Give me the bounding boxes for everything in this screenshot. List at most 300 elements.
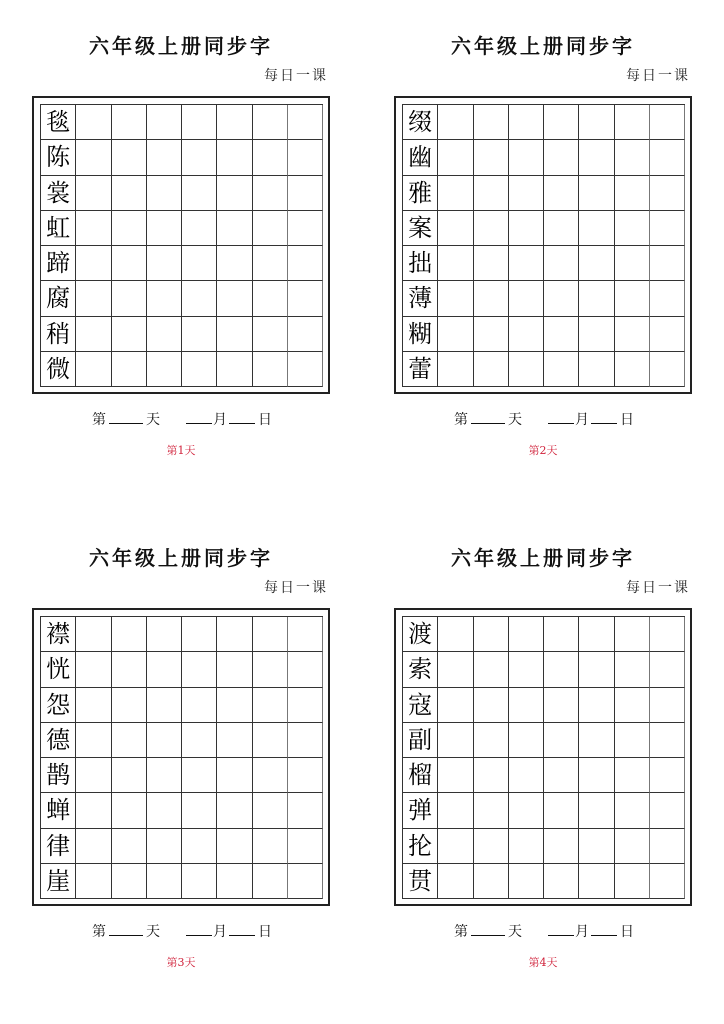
writing-cell[interactable] xyxy=(112,352,147,387)
writing-cell[interactable] xyxy=(650,352,685,387)
model-character: 糊 xyxy=(403,317,438,352)
writing-cell[interactable] xyxy=(509,652,544,687)
practice-sheet-1 xyxy=(0,0,362,512)
writing-cell[interactable] xyxy=(650,864,685,899)
writing-cell[interactable] xyxy=(474,864,509,899)
writing-cell[interactable] xyxy=(509,829,544,864)
writing-cell[interactable] xyxy=(182,864,217,899)
writing-cell[interactable] xyxy=(217,105,252,140)
model-character: 襟 xyxy=(41,617,76,652)
practice-grid-frame xyxy=(32,608,330,906)
writing-cell[interactable] xyxy=(509,105,544,140)
writing-cell[interactable] xyxy=(544,723,579,758)
model-character: 虹 xyxy=(41,211,76,246)
date-day-label: 天 xyxy=(146,412,160,428)
writing-cell[interactable] xyxy=(76,723,111,758)
writing-cell[interactable] xyxy=(253,688,288,723)
date-prefix: 第 xyxy=(92,924,106,940)
writing-cell[interactable] xyxy=(147,105,182,140)
writing-cell[interactable] xyxy=(474,617,509,652)
day-number-blank[interactable] xyxy=(471,411,505,424)
writing-cell[interactable] xyxy=(112,652,147,687)
model-character: 雅 xyxy=(403,176,438,211)
writing-cell[interactable] xyxy=(288,652,323,687)
model-character: 副 xyxy=(403,723,438,758)
writing-cell[interactable] xyxy=(112,246,147,281)
writing-cell[interactable] xyxy=(76,246,111,281)
sheet-title: 六年级上册同步字 xyxy=(451,546,635,570)
writing-cell[interactable] xyxy=(112,105,147,140)
month-blank[interactable] xyxy=(548,923,574,936)
writing-cell[interactable] xyxy=(615,688,650,723)
writing-cell[interactable] xyxy=(217,864,252,899)
writing-cell[interactable] xyxy=(438,281,473,316)
writing-cell[interactable] xyxy=(253,105,288,140)
writing-cell[interactable] xyxy=(76,352,111,387)
writing-cell[interactable] xyxy=(650,246,685,281)
model-character: 案 xyxy=(403,211,438,246)
model-character: 崖 xyxy=(41,864,76,899)
writing-cell[interactable] xyxy=(182,317,217,352)
writing-cell[interactable] xyxy=(474,281,509,316)
sheet-subtitle: 每日一课 xyxy=(626,580,690,596)
date-ri-label: 日 xyxy=(258,412,272,428)
writing-cell[interactable] xyxy=(544,105,579,140)
writing-cell[interactable] xyxy=(76,105,111,140)
writing-cell[interactable] xyxy=(438,758,473,793)
writing-cell[interactable] xyxy=(112,723,147,758)
writing-cell[interactable] xyxy=(112,317,147,352)
writing-cell[interactable] xyxy=(438,652,473,687)
writing-cell[interactable] xyxy=(509,352,544,387)
writing-cell[interactable] xyxy=(288,281,323,316)
writing-cell[interactable] xyxy=(579,246,614,281)
date-prefix: 第 xyxy=(454,412,468,428)
writing-cell[interactable] xyxy=(217,652,252,687)
sheet-title: 六年级上册同步字 xyxy=(89,546,273,570)
writing-cell[interactable] xyxy=(217,723,252,758)
writing-cell[interactable] xyxy=(182,246,217,281)
writing-cell[interactable] xyxy=(182,793,217,828)
writing-cell[interactable] xyxy=(253,140,288,175)
writing-cell[interactable] xyxy=(544,176,579,211)
writing-cell[interactable] xyxy=(474,246,509,281)
writing-cell[interactable] xyxy=(650,140,685,175)
writing-cell[interactable] xyxy=(76,281,111,316)
writing-cell[interactable] xyxy=(147,652,182,687)
writing-cell[interactable] xyxy=(615,723,650,758)
date-line xyxy=(92,409,272,429)
writing-cell[interactable] xyxy=(615,652,650,687)
writing-cell[interactable] xyxy=(76,211,111,246)
writing-cell[interactable] xyxy=(650,211,685,246)
writing-cell[interactable] xyxy=(147,211,182,246)
date-prefix: 第 xyxy=(92,412,106,428)
writing-cell[interactable] xyxy=(217,246,252,281)
writing-cell[interactable] xyxy=(615,281,650,316)
writing-cell[interactable] xyxy=(579,211,614,246)
sheet-subtitle: 每日一课 xyxy=(264,580,328,596)
writing-cell[interactable] xyxy=(615,105,650,140)
writing-cell[interactable] xyxy=(474,688,509,723)
writing-cell[interactable] xyxy=(615,758,650,793)
writing-cell[interactable] xyxy=(509,140,544,175)
writing-cell[interactable] xyxy=(544,211,579,246)
writing-cell[interactable] xyxy=(579,617,614,652)
writing-cell[interactable] xyxy=(253,829,288,864)
writing-cell[interactable] xyxy=(112,211,147,246)
writing-cell[interactable] xyxy=(288,688,323,723)
writing-cell[interactable] xyxy=(615,864,650,899)
writing-cell[interactable] xyxy=(474,140,509,175)
writing-cell[interactable] xyxy=(182,176,217,211)
writing-cell[interactable] xyxy=(650,281,685,316)
writing-cell[interactable] xyxy=(112,793,147,828)
writing-cell[interactable] xyxy=(579,140,614,175)
writing-cell[interactable] xyxy=(288,864,323,899)
writing-cell[interactable] xyxy=(615,352,650,387)
writing-cell[interactable] xyxy=(253,176,288,211)
writing-cell[interactable] xyxy=(182,105,217,140)
writing-cell[interactable] xyxy=(438,211,473,246)
date-line xyxy=(454,409,634,429)
practice-sheet-4 xyxy=(362,512,724,1024)
writing-cell[interactable] xyxy=(474,176,509,211)
writing-cell[interactable] xyxy=(253,281,288,316)
day-label: 第2天 xyxy=(528,444,558,457)
model-character: 恍 xyxy=(41,652,76,687)
writing-cell[interactable] xyxy=(579,352,614,387)
writing-cell[interactable] xyxy=(474,793,509,828)
writing-cell[interactable] xyxy=(615,617,650,652)
day-number-blank[interactable] xyxy=(109,923,143,936)
writing-cell[interactable] xyxy=(579,281,614,316)
practice-grid-frame xyxy=(32,96,330,394)
date-prefix: 第 xyxy=(454,924,468,940)
writing-cell[interactable] xyxy=(650,793,685,828)
writing-cell[interactable] xyxy=(288,317,323,352)
writing-cell[interactable] xyxy=(147,688,182,723)
writing-cell[interactable] xyxy=(76,829,111,864)
day-label: 第1天 xyxy=(166,444,196,457)
writing-cell[interactable] xyxy=(544,688,579,723)
writing-cell[interactable] xyxy=(474,758,509,793)
writing-cell[interactable] xyxy=(650,723,685,758)
writing-cell[interactable] xyxy=(438,352,473,387)
writing-cell[interactable] xyxy=(650,758,685,793)
writing-cell[interactable] xyxy=(76,652,111,687)
writing-cell[interactable] xyxy=(217,211,252,246)
writing-cell[interactable] xyxy=(650,317,685,352)
writing-cell[interactable] xyxy=(253,352,288,387)
writing-cell[interactable] xyxy=(544,617,579,652)
writing-cell[interactable] xyxy=(509,793,544,828)
writing-cell[interactable] xyxy=(112,864,147,899)
writing-cell[interactable] xyxy=(288,793,323,828)
writing-cell[interactable] xyxy=(147,864,182,899)
date-ri-label: 日 xyxy=(620,412,634,428)
writing-cell[interactable] xyxy=(544,317,579,352)
writing-cell[interactable] xyxy=(438,829,473,864)
writing-cell[interactable] xyxy=(544,864,579,899)
writing-cell[interactable] xyxy=(579,105,614,140)
model-character: 微 xyxy=(41,352,76,387)
writing-cell[interactable] xyxy=(253,723,288,758)
writing-cell[interactable] xyxy=(288,176,323,211)
practice-grid-frame xyxy=(394,608,692,906)
writing-cell[interactable] xyxy=(509,688,544,723)
practice-sheet-2 xyxy=(362,0,724,512)
writing-cell[interactable] xyxy=(615,140,650,175)
writing-cell[interactable] xyxy=(509,317,544,352)
date-blank[interactable] xyxy=(229,923,255,936)
writing-cell[interactable] xyxy=(615,317,650,352)
writing-cell[interactable] xyxy=(615,211,650,246)
writing-cell[interactable] xyxy=(579,829,614,864)
model-character: 德 xyxy=(41,723,76,758)
writing-cell[interactable] xyxy=(147,140,182,175)
writing-cell[interactable] xyxy=(544,352,579,387)
writing-cell[interactable] xyxy=(147,723,182,758)
writing-cell[interactable] xyxy=(76,617,111,652)
writing-cell[interactable] xyxy=(112,281,147,316)
writing-cell[interactable] xyxy=(76,140,111,175)
writing-cell[interactable] xyxy=(288,211,323,246)
practice-grid xyxy=(40,104,323,387)
writing-cell[interactable] xyxy=(650,688,685,723)
writing-cell[interactable] xyxy=(112,829,147,864)
writing-cell[interactable] xyxy=(438,723,473,758)
writing-cell[interactable] xyxy=(615,793,650,828)
writing-cell[interactable] xyxy=(474,829,509,864)
writing-cell[interactable] xyxy=(438,793,473,828)
writing-cell[interactable] xyxy=(182,281,217,316)
writing-cell[interactable] xyxy=(182,652,217,687)
writing-cell[interactable] xyxy=(253,211,288,246)
writing-cell[interactable] xyxy=(217,176,252,211)
writing-cell[interactable] xyxy=(217,317,252,352)
month-blank[interactable] xyxy=(186,411,212,424)
writing-cell[interactable] xyxy=(253,864,288,899)
writing-cell[interactable] xyxy=(147,617,182,652)
date-blank[interactable] xyxy=(229,411,255,424)
writing-cell[interactable] xyxy=(112,176,147,211)
writing-cell[interactable] xyxy=(217,688,252,723)
writing-cell[interactable] xyxy=(438,176,473,211)
writing-cell[interactable] xyxy=(438,246,473,281)
model-character: 弹 xyxy=(403,793,438,828)
writing-cell[interactable] xyxy=(650,176,685,211)
date-month-label: 月 xyxy=(575,924,589,940)
model-character: 腐 xyxy=(41,281,76,316)
model-character: 裳 xyxy=(41,176,76,211)
model-character: 蝉 xyxy=(41,793,76,828)
model-character: 渡 xyxy=(403,617,438,652)
writing-cell[interactable] xyxy=(288,829,323,864)
writing-cell[interactable] xyxy=(474,352,509,387)
writing-cell[interactable] xyxy=(288,352,323,387)
day-number-blank[interactable] xyxy=(471,923,505,936)
writing-cell[interactable] xyxy=(474,105,509,140)
writing-cell[interactable] xyxy=(253,652,288,687)
writing-cell[interactable] xyxy=(288,723,323,758)
month-blank[interactable] xyxy=(186,923,212,936)
writing-cell[interactable] xyxy=(253,317,288,352)
writing-cell[interactable] xyxy=(182,140,217,175)
writing-cell[interactable] xyxy=(544,140,579,175)
writing-cell[interactable] xyxy=(438,688,473,723)
writing-cell[interactable] xyxy=(509,281,544,316)
writing-cell[interactable] xyxy=(474,723,509,758)
writing-cell[interactable] xyxy=(650,617,685,652)
writing-cell[interactable] xyxy=(650,829,685,864)
writing-cell[interactable] xyxy=(474,317,509,352)
writing-cell[interactable] xyxy=(579,723,614,758)
writing-cell[interactable] xyxy=(509,617,544,652)
writing-cell[interactable] xyxy=(288,758,323,793)
writing-cell[interactable] xyxy=(438,317,473,352)
writing-cell[interactable] xyxy=(182,723,217,758)
date-blank[interactable] xyxy=(591,923,617,936)
writing-cell[interactable] xyxy=(182,617,217,652)
writing-cell[interactable] xyxy=(147,246,182,281)
writing-cell[interactable] xyxy=(147,829,182,864)
sheet-subtitle: 每日一课 xyxy=(264,68,328,84)
writing-cell[interactable] xyxy=(76,688,111,723)
writing-cell[interactable] xyxy=(615,829,650,864)
writing-cell[interactable] xyxy=(509,211,544,246)
writing-cell[interactable] xyxy=(147,281,182,316)
writing-cell[interactable] xyxy=(76,864,111,899)
writing-cell[interactable] xyxy=(544,793,579,828)
writing-cell[interactable] xyxy=(509,176,544,211)
day-label: 第3天 xyxy=(166,956,196,969)
writing-cell[interactable] xyxy=(509,246,544,281)
writing-cell[interactable] xyxy=(474,652,509,687)
practice-grid xyxy=(402,104,685,387)
writing-cell[interactable] xyxy=(544,758,579,793)
writing-cell[interactable] xyxy=(182,758,217,793)
writing-cell[interactable] xyxy=(112,617,147,652)
date-line xyxy=(454,921,634,941)
model-character: 缀 xyxy=(403,105,438,140)
writing-cell[interactable] xyxy=(182,352,217,387)
writing-cell[interactable] xyxy=(544,829,579,864)
writing-cell[interactable] xyxy=(147,758,182,793)
writing-cell[interactable] xyxy=(76,317,111,352)
writing-cell[interactable] xyxy=(112,688,147,723)
writing-cell[interactable] xyxy=(544,281,579,316)
model-character: 蹄 xyxy=(41,246,76,281)
writing-cell[interactable] xyxy=(544,652,579,687)
writing-cell[interactable] xyxy=(217,281,252,316)
writing-cell[interactable] xyxy=(474,211,509,246)
model-character: 律 xyxy=(41,829,76,864)
writing-cell[interactable] xyxy=(76,176,111,211)
writing-cell[interactable] xyxy=(217,793,252,828)
model-character: 榴 xyxy=(403,758,438,793)
writing-cell[interactable] xyxy=(438,105,473,140)
writing-cell[interactable] xyxy=(650,652,685,687)
writing-cell[interactable] xyxy=(650,105,685,140)
writing-cell[interactable] xyxy=(288,105,323,140)
writing-cell[interactable] xyxy=(182,829,217,864)
model-character: 蕾 xyxy=(403,352,438,387)
writing-cell[interactable] xyxy=(147,176,182,211)
writing-cell[interactable] xyxy=(147,352,182,387)
writing-cell[interactable] xyxy=(76,793,111,828)
writing-cell[interactable] xyxy=(288,246,323,281)
model-character: 贯 xyxy=(403,864,438,899)
practice-grid xyxy=(40,616,323,899)
date-day-label: 天 xyxy=(146,924,160,940)
month-blank[interactable] xyxy=(548,411,574,424)
model-character: 毯 xyxy=(41,105,76,140)
writing-cell[interactable] xyxy=(509,864,544,899)
model-character: 幽 xyxy=(403,140,438,175)
writing-cell[interactable] xyxy=(253,758,288,793)
writing-cell[interactable] xyxy=(253,246,288,281)
practice-grid-frame xyxy=(394,96,692,394)
writing-cell[interactable] xyxy=(509,758,544,793)
date-day-label: 天 xyxy=(508,924,522,940)
sheet-subtitle: 每日一课 xyxy=(626,68,690,84)
writing-cell[interactable] xyxy=(579,758,614,793)
writing-cell[interactable] xyxy=(288,140,323,175)
date-day-label: 天 xyxy=(508,412,522,428)
writing-cell[interactable] xyxy=(217,829,252,864)
writing-cell[interactable] xyxy=(217,352,252,387)
model-character: 怨 xyxy=(41,688,76,723)
writing-cell[interactable] xyxy=(253,617,288,652)
writing-cell[interactable] xyxy=(112,758,147,793)
writing-cell[interactable] xyxy=(579,793,614,828)
writing-cell[interactable] xyxy=(147,317,182,352)
writing-cell[interactable] xyxy=(217,617,252,652)
writing-cell[interactable] xyxy=(112,140,147,175)
model-character: 索 xyxy=(403,652,438,687)
writing-cell[interactable] xyxy=(288,617,323,652)
writing-cell[interactable] xyxy=(615,246,650,281)
writing-cell[interactable] xyxy=(182,688,217,723)
writing-cell[interactable] xyxy=(615,176,650,211)
model-character: 陈 xyxy=(41,140,76,175)
writing-cell[interactable] xyxy=(217,140,252,175)
writing-cell[interactable] xyxy=(147,793,182,828)
writing-cell[interactable] xyxy=(438,617,473,652)
writing-cell[interactable] xyxy=(253,793,288,828)
practice-sheet-3 xyxy=(0,512,362,1024)
writing-cell[interactable] xyxy=(76,758,111,793)
writing-cell[interactable] xyxy=(217,758,252,793)
writing-cell[interactable] xyxy=(579,176,614,211)
model-character: 寇 xyxy=(403,688,438,723)
day-number-blank[interactable] xyxy=(109,411,143,424)
writing-cell[interactable] xyxy=(579,688,614,723)
writing-cell[interactable] xyxy=(579,317,614,352)
writing-cell[interactable] xyxy=(579,864,614,899)
date-blank[interactable] xyxy=(591,411,617,424)
date-ri-label: 日 xyxy=(620,924,634,940)
writing-cell[interactable] xyxy=(579,652,614,687)
date-month-label: 月 xyxy=(213,924,227,940)
model-character: 薄 xyxy=(403,281,438,316)
writing-cell[interactable] xyxy=(182,211,217,246)
writing-cell[interactable] xyxy=(438,140,473,175)
writing-cell[interactable] xyxy=(438,864,473,899)
writing-cell[interactable] xyxy=(509,723,544,758)
writing-cell[interactable] xyxy=(544,246,579,281)
